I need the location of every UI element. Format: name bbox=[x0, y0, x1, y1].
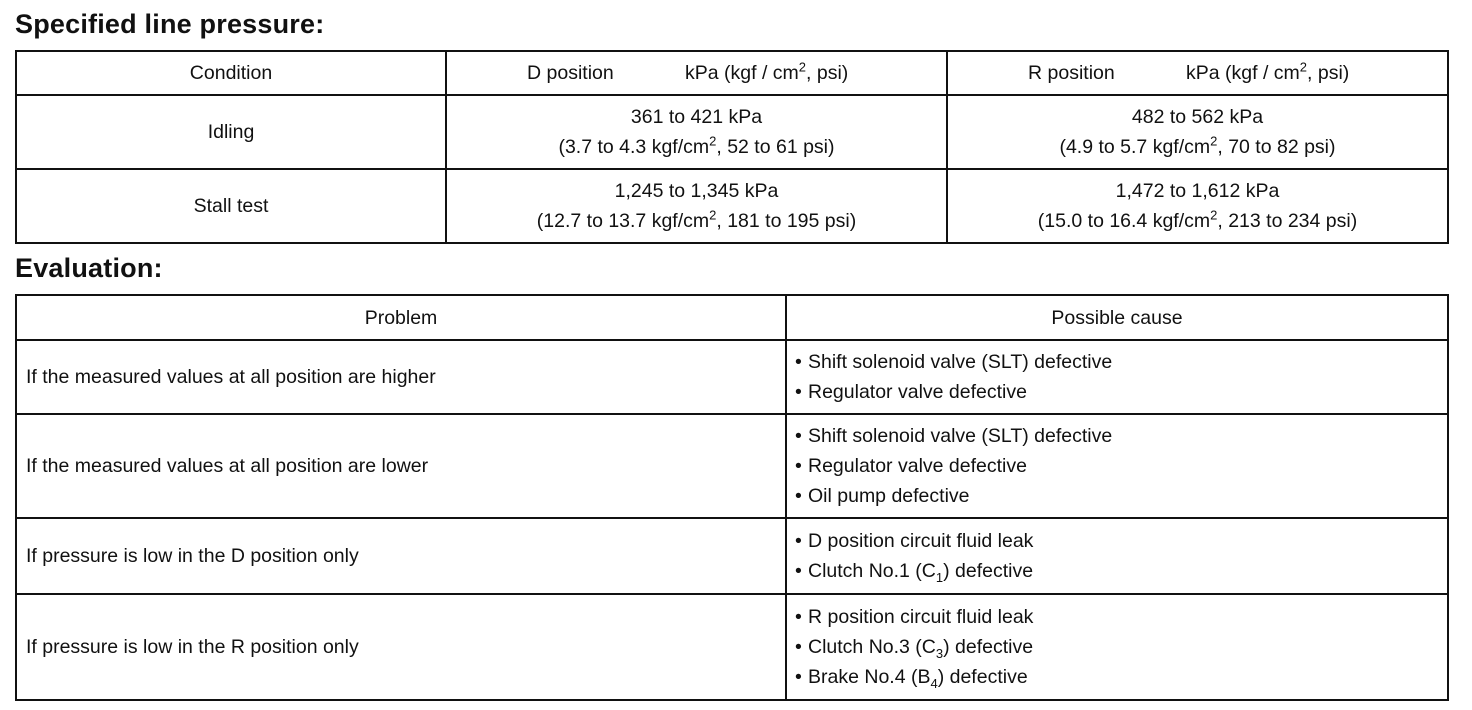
cause-item: • Shift solenoid valve (SLT) defective bbox=[795, 421, 1447, 451]
r-pressure-cell: 1,472 to 1,612 kPa (15.0 to 16.4 kgf/$cm^2$, 213 to 234 psi) bbox=[947, 169, 1448, 243]
cause-item: • R position circuit fluid leak bbox=[795, 602, 1447, 632]
bullet-icon: • bbox=[795, 560, 802, 582]
table-row bbox=[16, 340, 1448, 414]
cause-item: • Shift solenoid valve (SLT) defective bbox=[795, 347, 1447, 377]
table-header-row bbox=[16, 295, 1448, 340]
header-condition: Condition bbox=[16, 51, 446, 95]
header-problem: Problem bbox=[16, 295, 786, 340]
cause-cell bbox=[786, 518, 1448, 594]
problem-cell: If the measured values at all position are higher bbox=[16, 340, 786, 414]
bullet-icon: • bbox=[795, 485, 802, 507]
header-r-position bbox=[947, 51, 1448, 95]
bullet-icon: • bbox=[795, 455, 802, 477]
r-position-label: R position bbox=[1028, 62, 1115, 84]
problem-cell: If the measured values at all position are lower bbox=[16, 414, 786, 518]
d-pressure-cell: 361 to 421 kPa (3.7 to 4.3 kgf/$cm^2$, 52 to 61 psi) bbox=[446, 95, 947, 169]
problem-cell: If pressure is low in the R position only bbox=[16, 594, 786, 700]
condition-cell: Idling bbox=[16, 95, 446, 169]
bullet-icon: • bbox=[795, 666, 802, 688]
table-row bbox=[16, 594, 1448, 700]
table-row bbox=[16, 518, 1448, 594]
cause-item: • Regulator valve defective bbox=[795, 377, 1447, 407]
evaluation-heading: Evaluation: bbox=[15, 253, 163, 283]
evaluation-table bbox=[15, 294, 1449, 701]
table-row bbox=[16, 95, 1448, 169]
problem-cell: If pressure is low in the D position only bbox=[16, 518, 786, 594]
table-row bbox=[16, 169, 1448, 243]
cause-item: • Brake No.4 $(B_4)$ defective bbox=[795, 662, 1447, 692]
specified-line-pressure-heading: Specified line pressure: bbox=[15, 9, 325, 39]
cause-item: • Clutch No.3 $(C_3)$ defective bbox=[795, 632, 1447, 662]
d-pressure-cell: 1,245 to 1,345 kPa (12.7 to 13.7 kgf/$cm^2$, 181 to 195 psi) bbox=[446, 169, 947, 243]
bullet-icon: • bbox=[795, 636, 802, 658]
cause-cell bbox=[786, 340, 1448, 414]
bullet-icon: • bbox=[795, 425, 802, 447]
header-possible-cause: Possible cause bbox=[786, 295, 1448, 340]
table-row bbox=[16, 414, 1448, 518]
cause-item: • D position circuit fluid leak bbox=[795, 526, 1447, 556]
bullet-icon: • bbox=[795, 351, 802, 373]
bullet-icon: • bbox=[795, 530, 802, 552]
d-position-label: D position bbox=[527, 62, 614, 84]
header-d-position bbox=[446, 51, 947, 95]
bullet-icon: • bbox=[795, 381, 802, 403]
r-position-unit: kPa ($kgf / cm^2$, psi) bbox=[1186, 59, 1350, 84]
cause-cell bbox=[786, 414, 1448, 518]
d-position-unit: kPa ($kgf / cm^2$, psi) bbox=[685, 59, 849, 84]
cause-cell bbox=[786, 594, 1448, 700]
table-header-row bbox=[16, 51, 1448, 95]
condition-cell: Stall test bbox=[16, 169, 446, 243]
line-pressure-table bbox=[15, 50, 1449, 244]
bullet-icon: • bbox=[795, 606, 802, 628]
cause-item: • Clutch No.1 $(C_1)$ defective bbox=[795, 556, 1447, 586]
cause-item: • Oil pump defective bbox=[795, 481, 1447, 511]
cause-item: • Regulator valve defective bbox=[795, 451, 1447, 481]
r-pressure-cell: 482 to 562 kPa (4.9 to 5.7 kgf/$cm^2$, 70 to 82 psi) bbox=[947, 95, 1448, 169]
